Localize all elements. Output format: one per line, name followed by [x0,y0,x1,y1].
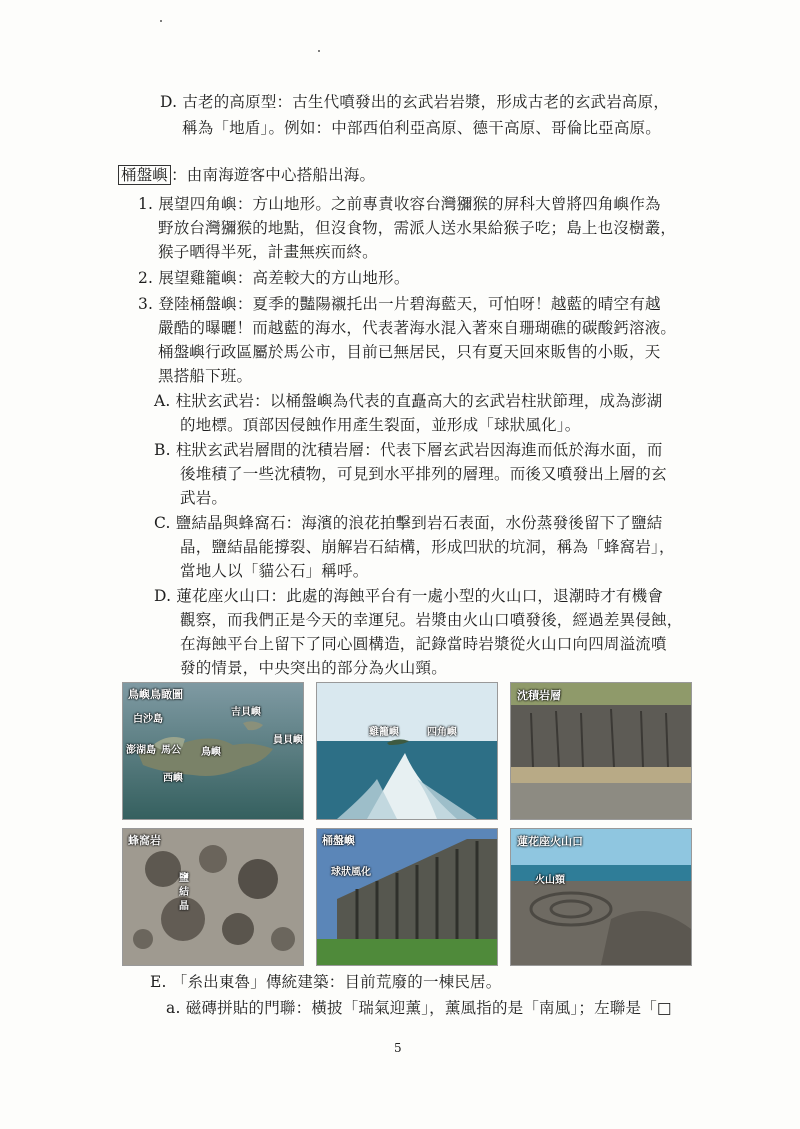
map-label: 西嶼 [163,773,183,784]
photo-label: 四角嶼 [427,727,457,738]
basalt-photo-image [317,829,497,965]
section-heading [118,163,375,187]
page-number: 5 [394,1041,402,1055]
map-label: 員貝嶼 [273,735,303,746]
text-line: 晶，鹽結晶能撐裂、崩解岩石結構，形成凹狀的坑洞，稱為「蜂窩岩」， [180,538,675,556]
text-line: 2. 展望雞籠嶼：高差較大的方山地形。 [138,269,410,287]
map-label: 吉貝嶼 [231,707,261,718]
text-line: 在海蝕平台上留下了同心圓構造，記錄當時岩漿從火山口向四周溢流噴 [180,635,667,653]
text-line: 1. 展望四角嶼：方山地形。之前專責收容台灣獼猴的屏科大曾將四角嶼作為 [138,195,661,213]
photo-title: 蜂窩岩 [128,834,161,847]
photo-honeycomb-rock [122,828,304,966]
map-label: 澎湖島 [126,745,156,756]
photo-label: 雞籠嶼 [369,727,399,738]
text-line: 當地人以「貓公石」稱呼。 [180,562,369,580]
photo-columnar-basalt [316,828,498,966]
text-line: 武岩。 [180,489,228,507]
map-label: 馬公 [161,745,181,756]
text-line: 野放台灣獼猴的地點，但沒食物，需派人送水果給猴子吃；島上也沒樹叢， [158,219,677,237]
text-line: A. 柱狀玄武岩：以桶盤嶼為代表的直矗高大的玄武岩柱狀節理，成為澎湖 [154,392,663,410]
photo-label: 晶 [179,901,189,912]
text-line: B. 柱狀玄武岩層間的沈積岩層：代表下層玄武岩因海進而低於海水面，而 [154,441,663,459]
text-line: 稱為「地盾」。例如：中部西伯利亞高原、德干高原、哥倫比亞高原。 [182,119,661,137]
boat-wake-image [317,683,497,819]
scan-dot [318,50,320,52]
honeycomb-photo-image [123,829,303,965]
text-line: 的地標。頂部因侵蝕作用產生裂面，並形成「球狀風化」。 [180,416,581,434]
text-line: a. 磁磚拼貼的門聯：橫披「瑞氣迎薰」，薰風指的是「南風」；左聯是「□ [166,999,672,1017]
text-line: 黑搭船下班。 [158,367,253,385]
photo-label: 結 [179,887,189,898]
text-line: 嚴酷的曝曬！而越藍的海水，代表著海水混入著來自珊瑚礁的碳酸鈣溶液。 [158,319,677,337]
text-line: D. 蓮花座火山口：此處的海蝕平台有一處小型的火山口，退潮時才有機會 [154,587,664,605]
text-line: 觀察，而我們正是今天的幸運兒。岩漿由火山口噴發後，經過差異侵蝕， [180,611,683,629]
photo-sedimentary-layer [510,682,692,820]
photo-lotus-crater [510,828,692,966]
heading-text: ：由南海遊客中心搭船出海。 [171,166,376,184]
photo-aerial-view [122,682,304,820]
sedimentary-photo-image [511,683,691,819]
text-line: 發的情景，中央突出的部分為火山頸。 [180,659,447,677]
photo-label: 鹽 [179,873,189,884]
photo-label: 球狀風化 [331,867,371,878]
map-label: 鳥嶼 [201,747,221,758]
text-line: 後堆積了一些沈積物，可見到水平排列的層理。而後又噴發出上層的玄 [180,465,667,483]
photo-boat-wake [316,682,498,820]
photo-title: 沈積岩層 [517,689,561,702]
text-line: 桶盤嶼行政區屬於馬公市，目前已無居民，只有夏天回來販售的小販，天 [158,343,661,361]
text-line: 3. 登陸桶盤嶼：夏季的豔陽襯托出一片碧海藍天，可怕呀！越藍的晴空有越 [138,295,661,313]
text-line: E. 「糸出東魯」傳統建築：目前荒廢的一棟民居。 [150,973,502,991]
text-line: C. 鹽結晶與蜂窩石：海濱的浪花拍擊到岩石表面，水份蒸發後留下了鹽結 [154,514,663,532]
text-line: D. 古老的高原型：古生代噴發出的玄武岩岩漿，形成古老的玄武岩高原， [160,93,670,111]
text-line: 猴子晒得半死，計畫無疾而終。 [158,243,378,261]
heading-box: 桶盤嶼 [118,165,171,185]
photo-label: 火山頸 [535,875,565,886]
crater-photo-image [511,829,691,965]
map-label: 白沙島 [133,714,163,725]
scan-dot [160,20,162,22]
photo-title: 蓮花座火山口 [517,835,583,848]
photo-title: 桶盤嶼 [322,834,355,847]
photo-title: 鳥嶼鳥瞰圖 [128,688,183,701]
